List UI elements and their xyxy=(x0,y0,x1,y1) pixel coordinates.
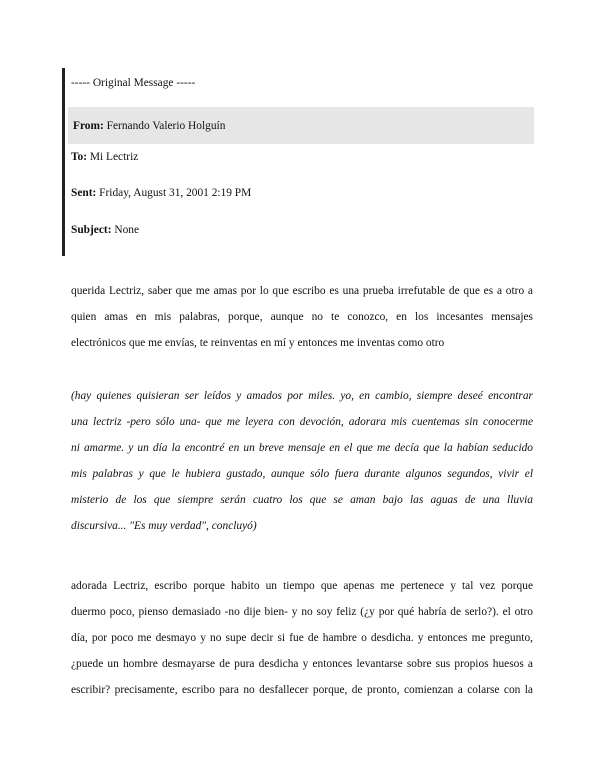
paragraph-line: (hay quienes quisieran ser leídos y amados por miles. yo, en cambio, siempre deseé encontrar xyxy=(71,390,533,402)
original-message-line: ----- Original Message ----- xyxy=(71,77,196,89)
from-value: Fernando Valerio Holguín xyxy=(106,120,226,132)
from-label: From: xyxy=(73,120,104,132)
paragraph-line: quien amas en mis palabras, porque, aunque no te conozco, en los incesantes mensajes xyxy=(71,311,533,323)
paragraph-line: discursiva... "Es muy verdad", concluyó) xyxy=(71,520,257,532)
subject-label: Subject: xyxy=(71,224,112,236)
paragraph-line: ¿puede un hombre desmayarse de pura desdicha y entonces levantarse sobre sus propios huesos a xyxy=(71,658,533,670)
from-row xyxy=(68,107,534,144)
paragraph-line: escribir? precisamente, escribo para no desfallecer porque, de pronto, comienzan a colarse con la xyxy=(71,684,533,696)
paragraph-line: querida Lectriz, saber que me amas por lo que escribo es una prueba irrefutable de que es a otro a xyxy=(71,285,533,297)
paragraph-2 xyxy=(71,383,533,539)
to-row xyxy=(71,150,138,164)
paragraph-line: ni amarme. y un día la encontré en un breve mensaje en el que me decía que la habían seducido xyxy=(71,442,533,454)
paragraph-line: electrónicos que me envías, te reinventas en mí y entonces me inventas como otro xyxy=(71,337,445,349)
paragraph-line: día, por poco me desmayo y no supe decir si fue de hambre o desdicha. y entonces me pregunto, xyxy=(71,632,533,644)
paragraph-3 xyxy=(71,573,533,703)
paragraph-line: misterio de los que siempre serán cuatro los que se aman bajo las aguas de una lluvia xyxy=(71,494,533,506)
sent-value: Friday, August 31, 2001 2:19 PM xyxy=(99,187,252,199)
to-label: To: xyxy=(71,151,88,163)
paragraph-line: una lectriz -pero sólo una- que me leyera con devoción, adorara mis cuentemas sin conocerme xyxy=(71,416,533,428)
paragraph-line: duermo poco, pienso demasiado -no dije bien- y no soy feliz (¿y por qué habría de serlo?). el otro xyxy=(71,606,533,618)
subject-value: None xyxy=(114,224,140,236)
sent-row xyxy=(71,186,251,200)
sent-label: Sent: xyxy=(71,187,97,199)
paragraph-line: adorada Lectriz, escribo porque habito un tiempo que apenas me pertenece y tal vez porque xyxy=(71,580,533,592)
paragraph-1 xyxy=(71,278,533,356)
email-header xyxy=(62,68,534,256)
subject-row xyxy=(71,223,139,237)
paragraph-line: mis palabras y que le hubiera gustado, aunque sólo fuera durante algunos segundos, vivir el xyxy=(71,468,533,480)
to-value: Mi Lectriz xyxy=(89,151,139,163)
